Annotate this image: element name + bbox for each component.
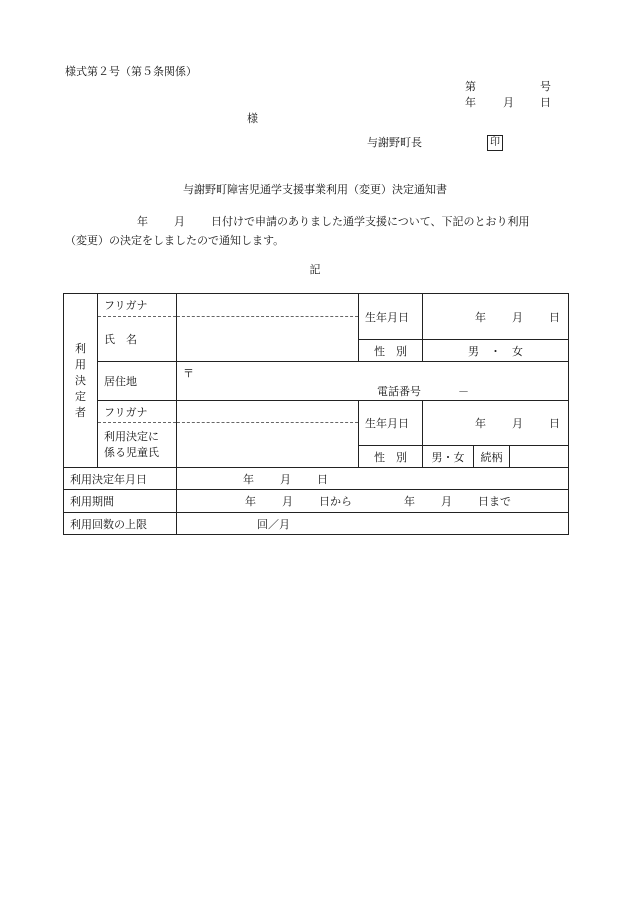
table-row [64,362,569,401]
phone-dash: － [458,385,469,398]
issuer: 与謝野町長 [367,136,422,149]
child-birth-day: 日 [549,417,560,430]
group-label-cell [64,294,98,468]
period-to-year: 年 [404,495,415,508]
limit-value[interactable] [177,513,569,535]
postal-mark: 〒 [183,367,194,380]
birthdate-label: 生年月日 [359,294,423,340]
seal-text: 印 [487,135,503,151]
addressee-suffix: 様 [247,112,258,125]
birth-day: 日 [549,310,560,324]
document-title: 与謝野町障害児通学支援事業利用（変更）決定通知書 [183,183,447,196]
body-year: 年 [137,215,148,228]
seal-stamp [487,135,503,151]
residence-input[interactable] [177,362,569,401]
table-row [64,468,569,490]
name-label: 氏 名 [98,317,177,362]
body-line-1-rest: 日付けで申請のありました通学支援について、下記のとおり利用 [211,215,530,228]
period-value[interactable] [177,490,569,513]
body-line-2: （変更）の決定をしましたので通知します。 [65,234,285,247]
name-input[interactable] [177,317,359,362]
child-birth-month: 月 [512,417,523,430]
child-furigana-label: フリガナ [98,401,177,423]
birth-year: 年 [475,310,486,324]
body-text [65,212,570,250]
child-birthdate-label: 生年月日 [359,401,423,446]
date-month: 月 [503,96,514,109]
body-month: 月 [174,215,185,228]
form-number: 様式第２号（第５条関係） [65,65,197,78]
child-gender-options[interactable]: 男・女 [423,446,474,468]
group-label-char: 者 [75,405,86,419]
child-name-input[interactable] [177,423,359,468]
period-from-suffix: 日から [319,495,352,508]
period-from-month: 月 [282,495,293,508]
table-row [64,294,569,317]
birthdate-value[interactable] [423,294,569,340]
gender-options[interactable]: 男 ・ 女 [423,340,569,362]
group-label-char: 決 [75,373,86,387]
relation-label: 続柄 [474,446,510,468]
period-to-month: 月 [441,495,452,508]
decision-date-value[interactable] [177,468,569,490]
period-to-suffix: 日まで [478,495,511,508]
decision-month: 月 [280,472,291,486]
child-name-label [98,423,177,468]
residence-label: 居住地 [98,362,177,401]
ref-go: 号 [540,80,551,93]
decision-date-label: 利用決定年月日 [64,468,177,490]
child-birthdate-value[interactable] [423,401,569,446]
ref-dai: 第 [465,80,476,93]
table-row [64,513,569,535]
child-label-line: 係る児童氏 [104,446,159,459]
group-label-char: 定 [75,389,86,403]
table-row [64,401,569,423]
furigana-input[interactable] [177,294,359,317]
limit-label: 利用回数の上限 [64,513,177,535]
decision-day: 日 [317,472,328,486]
limit-unit: 回／月 [257,517,290,531]
child-label-line: 利用決定に [104,430,159,443]
furigana-label: フリガナ [98,294,177,317]
birth-month: 月 [512,310,523,324]
group-label-char: 用 [75,357,86,371]
date-year: 年 [465,96,476,109]
ki-heading: 記 [309,263,321,276]
phone-label: 電話番号 [377,385,421,398]
child-birth-year: 年 [475,417,486,430]
gender-label: 性 別 [359,340,423,362]
date-day: 日 [540,96,551,109]
period-from-year: 年 [245,495,256,508]
decision-year: 年 [243,472,254,486]
child-gender-label: 性 別 [359,446,423,468]
child-furigana-input[interactable] [177,401,359,423]
group-label-char: 利 [75,341,86,355]
table-row [64,490,569,513]
application-table [63,293,569,535]
body-line-1 [65,212,570,231]
period-label: 利用期間 [64,490,177,513]
relation-input[interactable] [510,446,569,468]
